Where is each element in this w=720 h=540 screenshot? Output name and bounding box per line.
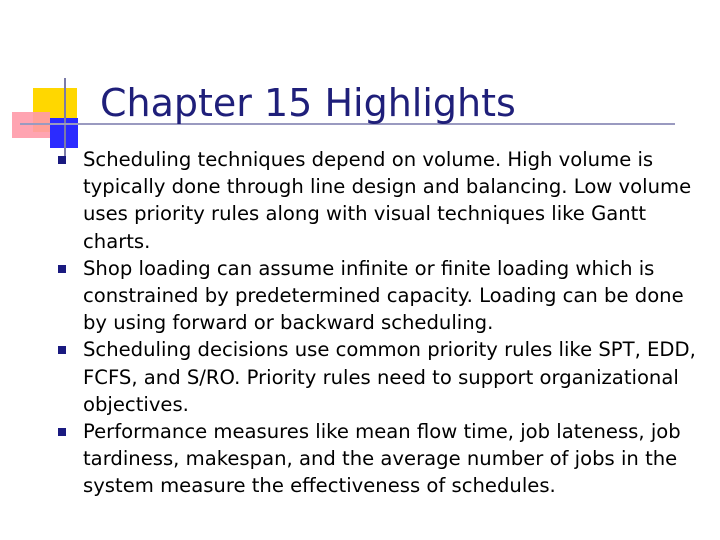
bullet-text: Shop loading can assume infinite or finite loading which is constrained by predetermined capacity. Loading can be done by using forward or backward scheduling. xyxy=(83,256,684,335)
bullet-list xyxy=(58,146,708,500)
square-bullet-icon xyxy=(58,428,66,436)
decorative-pink-rectangle xyxy=(12,112,50,138)
square-bullet-icon xyxy=(58,265,66,273)
bullet-item xyxy=(58,255,708,337)
bullet-item xyxy=(58,146,708,255)
bullet-text: Scheduling techniques depend on volume. High volume is typically done through line design and balancing. Low volume uses priority rules along with visual techniques like Gantt charts. xyxy=(83,148,692,253)
bullet-item xyxy=(58,418,708,500)
decorative-vertical-line xyxy=(64,78,66,156)
bullet-text: Performance measures like mean flow time, job lateness, job tardiness, makespan, and the average number of jobs in the system measure the effectiveness of schedules. xyxy=(83,420,681,498)
bullet-text: Scheduling decisions use common priority rules like SPT, EDD, FCFS, and S/RO. Priority rules need to support organizational objectives. xyxy=(83,338,696,416)
square-bullet-icon xyxy=(58,156,66,164)
square-bullet-icon xyxy=(58,346,66,354)
bullet-item xyxy=(58,336,708,418)
slide-title: Chapter 15 Highlights xyxy=(100,81,516,125)
